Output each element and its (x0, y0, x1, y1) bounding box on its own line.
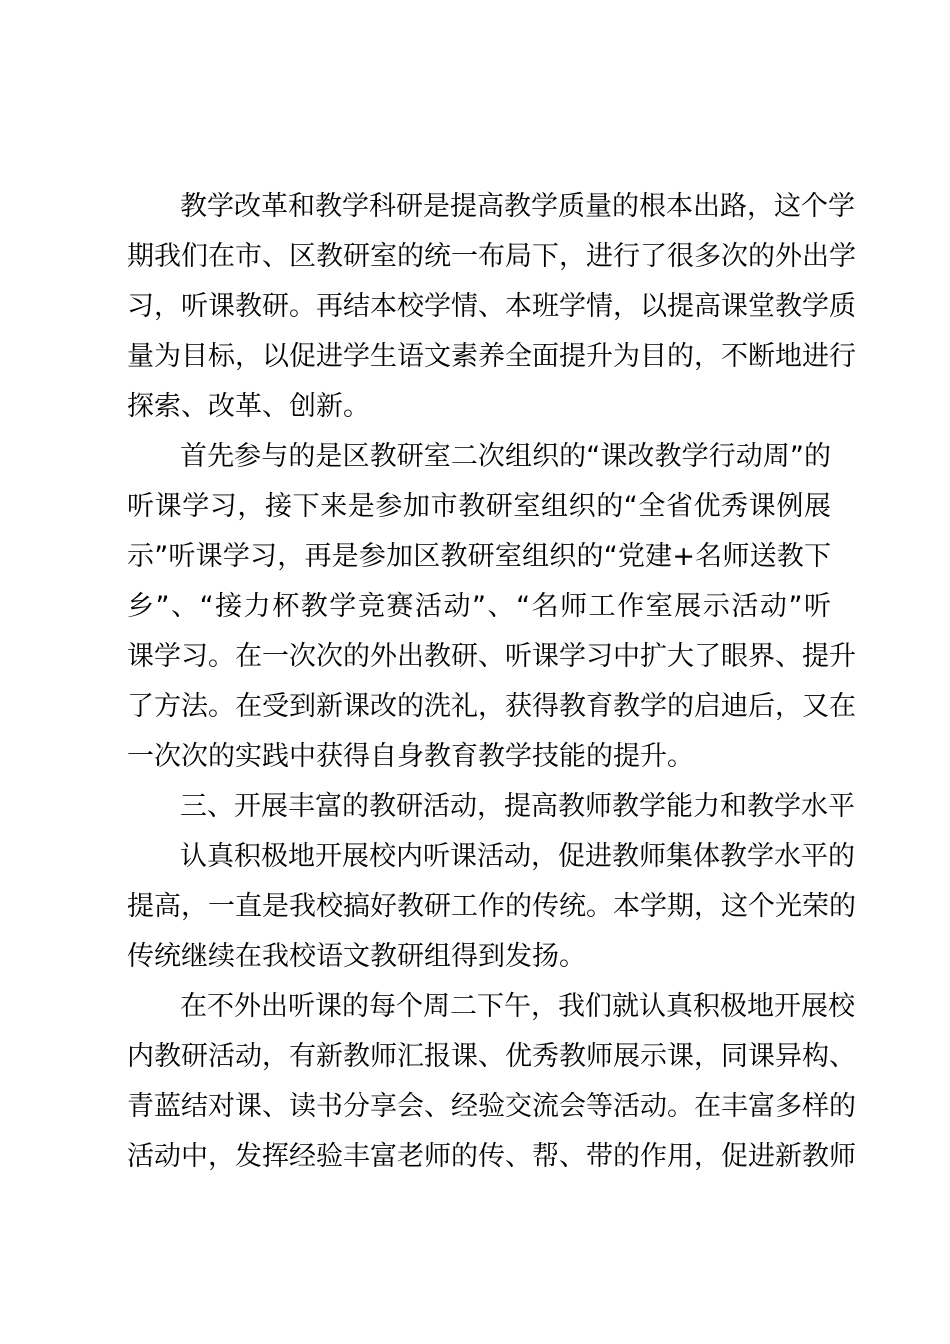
paragraph-line: 探索、改革、创新。 (127, 391, 370, 422)
section-heading: 三、开展丰富的教研活动，提高教师教学能力和教学水平 (180, 791, 855, 822)
paragraph-line: 乡”、“接力杯教学竞赛活动”、“名师工作室展示活动”听 (127, 591, 831, 622)
paragraph-line: 课学习。在一次次的外出教研、听课学习中扩大了眼界、提升 (127, 641, 856, 672)
paragraph-line: 示”听课学习，再是参加区教研室组织的“党建+名师送教下 (127, 541, 831, 572)
paragraph-line: 内教研活动，有新教师汇报课、优秀教师展示课，同课异构、 (127, 1041, 856, 1072)
paragraph-line: 首先参与的是区教研室二次组织的“课改教学行动周”的 (180, 441, 831, 472)
paragraph-line: 了方法。在受到新课改的洗礼，获得教育教学的启迪后，又在 (127, 691, 856, 722)
paragraph-line: 在不外出听课的每个周二下午，我们就认真积极地开展校 (180, 991, 855, 1022)
paragraph-line: 听课学习，接下来是参加市教研室组织的“全省优秀课例展 (127, 491, 831, 522)
paragraph-line: 期我们在市、区教研室的统一布局下，进行了很多次的外出学 (127, 241, 856, 272)
paragraph-line: 提高，一直是我校搞好教研工作的传统。本学期，这个光荣的 (127, 891, 856, 922)
paragraph-line: 教学改革和教学科研是提高教学质量的根本出路，这个学 (180, 191, 855, 222)
paragraph-line: 活动中，发挥经验丰富老师的传、帮、带的作用，促进新教师 (127, 1141, 856, 1172)
paragraph-line: 习，听课教研。再结本校学情、本班学情，以提高课堂教学质 (127, 291, 856, 322)
paragraph-line: 传统继续在我校语文教研组得到发扬。 (127, 941, 586, 972)
paragraph-line: 青蓝结对课、读书分享会、经验交流会等活动。在丰富多样的 (127, 1091, 856, 1122)
paragraph-line: 量为目标，以促进学生语文素养全面提升为目的，不断地进行 (127, 341, 856, 372)
paragraph-line: 认真积极地开展校内听课活动，促进教师集体教学水平的 (180, 841, 855, 872)
paragraph-line: 一次次的实践中获得自身教育教学技能的提升。 (127, 741, 694, 772)
